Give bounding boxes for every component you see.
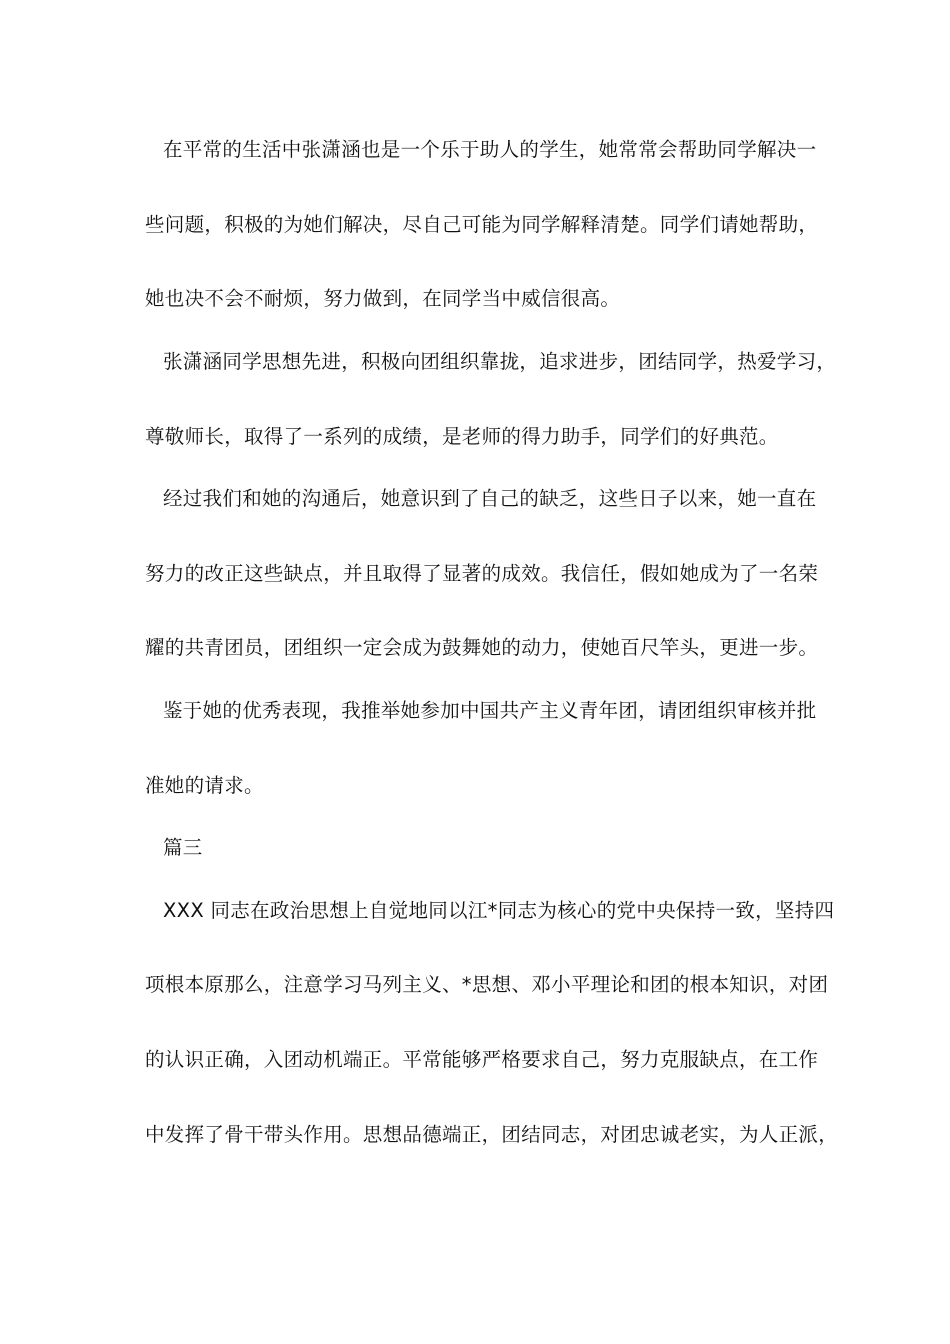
paragraph-5-line-4: 中发挥了骨干带头作用。思想品德端正，团结同志，对团忠诚老实，为人正派， xyxy=(145,1123,839,1146)
paragraph-4-line-2: 准她的请求。 xyxy=(145,774,264,797)
paragraph-1-line-3: 她也决不会不耐烦，努力做到，在同学当中威信很高。 xyxy=(145,287,621,310)
paragraph-2-line-2: 尊敬师长，取得了一系列的成绩，是老师的得力助手，同学们的好典范。 xyxy=(145,425,779,448)
paragraph-5-line-3: 的认识正确，入团动机端正。平常能够严格要求自己，努力克服缺点，在工作 xyxy=(145,1048,819,1071)
paragraph-1-line-1: 在平常的生活中张潇涵也是一个乐于助人的学生，她常常会帮助同学解决一 xyxy=(163,138,817,161)
paragraph-3-line-1: 经过我们和她的沟通后，她意识到了自己的缺乏，这些日子以来，她一直在 xyxy=(163,487,817,510)
section-heading: 篇三 xyxy=(163,836,203,859)
paragraph-1-line-2: 些问题，积极的为她们解决，尽自己可能为同学解释清楚。同学们请她帮助， xyxy=(145,213,819,236)
paragraph-2-line-1: 张潇涵同学思想先进，积极向团组织靠拢，追求进步，团结同学，热爱学习， xyxy=(163,350,837,373)
paragraph-5-line-2: 项根本原那么，注意学习马列主义、*思想、邓小平理论和团的根本知识，对团 xyxy=(145,973,829,996)
paragraph-3-line-3: 耀的共青团员，团组织一定会成为鼓舞她的动力，使她百尺竿头，更进一步。 xyxy=(145,636,819,659)
paragraph-4-line-1: 鉴于她的优秀表现，我推举她参加中国共产主义青年团，请团组织审核并批 xyxy=(163,699,817,722)
paragraph-3-line-2: 努力的改正这些缺点，并且取得了显著的成效。我信任，假如她成为了一名荣 xyxy=(145,562,819,585)
paragraph-5-line-1: XXX 同志在政治思想上自觉地同以江*同志为核心的党中央保持一致，坚持四 xyxy=(163,899,835,922)
